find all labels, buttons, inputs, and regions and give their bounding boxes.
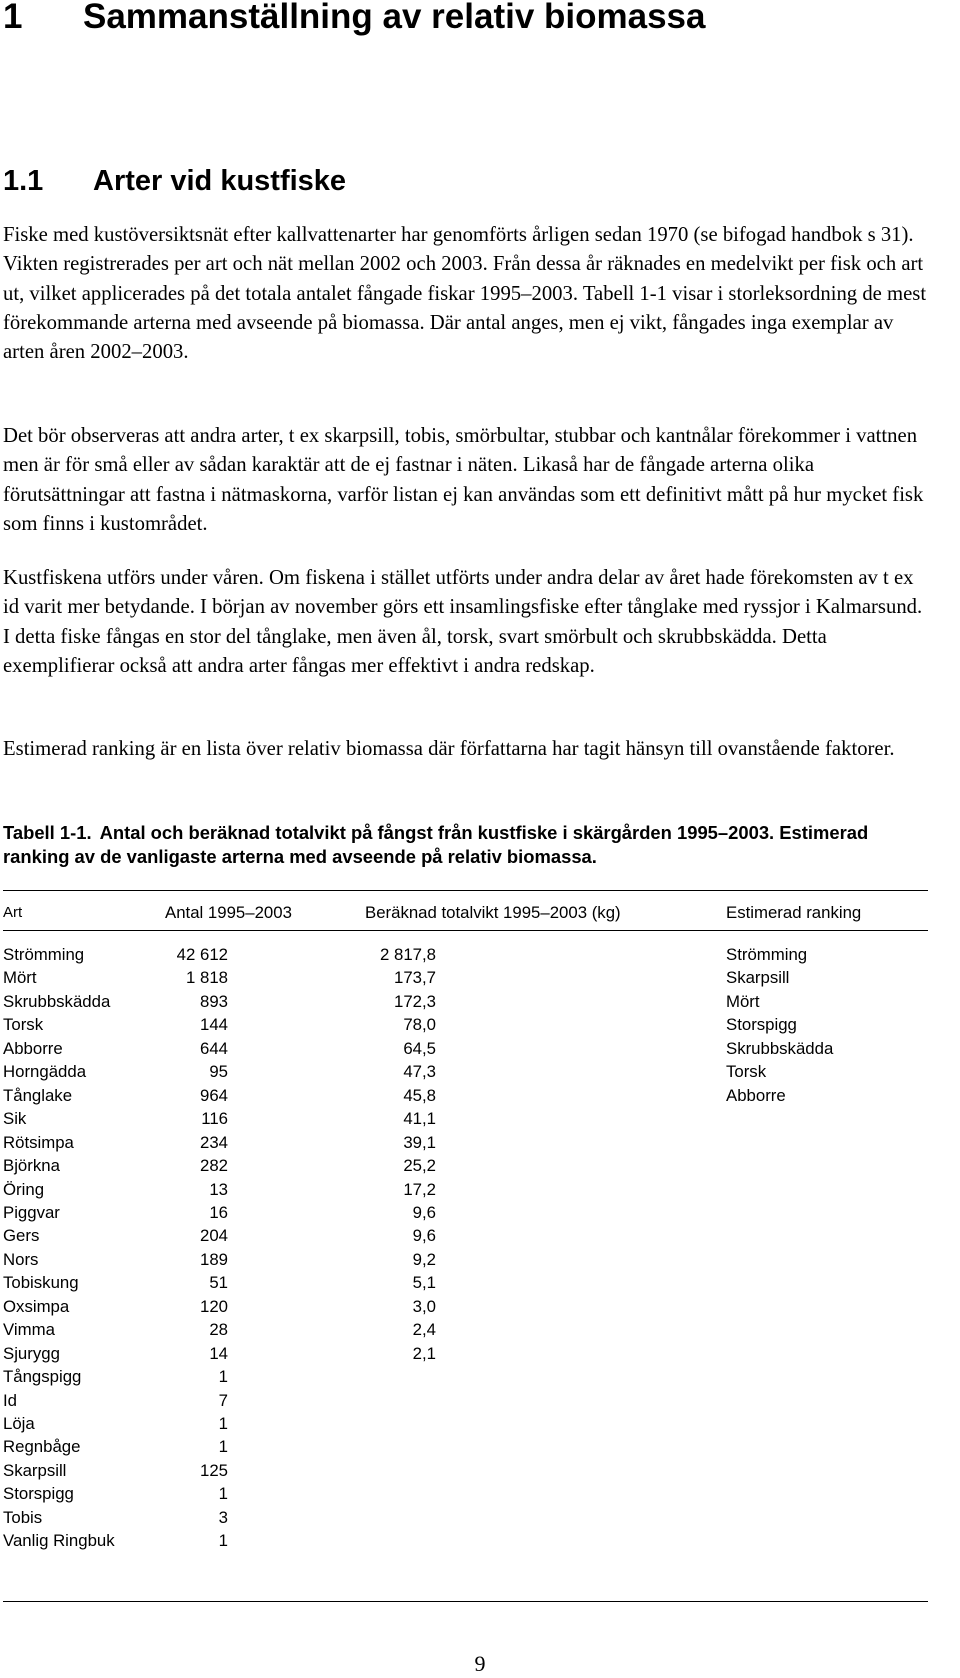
cell-antal: 95 bbox=[209, 1062, 228, 1082]
cell-vikt: 64,5 bbox=[403, 1038, 436, 1058]
table-row bbox=[3, 1341, 928, 1366]
table-header-rule bbox=[3, 930, 928, 931]
cell-art: Abborre bbox=[3, 1038, 63, 1058]
cell-art: Löja bbox=[3, 1414, 35, 1433]
cell-vikt: 2,4 bbox=[412, 1320, 436, 1340]
cell-antal: 7 bbox=[218, 1390, 228, 1410]
cell-antal: 1 818 bbox=[186, 968, 228, 988]
table-row bbox=[3, 942, 928, 967]
table-row bbox=[3, 1012, 928, 1037]
table-row bbox=[3, 989, 928, 1014]
paragraph-1: Fiske med kustöversiktsnät efter kallvattenarter har genomförts årligen sedan 1970 (se bifogad handbok s 31). Vikten registrerades per art och nät mellan 2002 och 2003. Från dessa år räknades en medelvikt per fisk och art ut, vilket applicerades på det totala antalet fångade fiskar 1995–2003. Tabell 1-1 visar i storleksordning de mest förekommande arterna med avseende på biomassa. Där antal anges, men ej vikt, fångades inga exemplar av arten åren 2002–2003. bbox=[3, 224, 927, 364]
cell-art: Id bbox=[3, 1390, 17, 1410]
cell-art: Storspigg bbox=[3, 1484, 74, 1504]
cell-vikt: 172,3 bbox=[394, 991, 436, 1011]
table-row bbox=[3, 1434, 928, 1459]
cell-antal: 1 bbox=[218, 1367, 228, 1387]
chapter-number: 1 bbox=[3, 0, 23, 36]
table-row bbox=[3, 1458, 928, 1483]
table-row bbox=[3, 1388, 928, 1413]
cell-art: Skarpsill bbox=[3, 1460, 67, 1480]
cell-art: Björkna bbox=[3, 1156, 60, 1176]
cell-vikt: 25,2 bbox=[403, 1156, 436, 1176]
table-row bbox=[3, 1177, 928, 1202]
cell-ranking: Mört bbox=[726, 991, 760, 1011]
cell-antal: 51 bbox=[209, 1273, 228, 1293]
cell-art: Skrubbskädda bbox=[3, 991, 111, 1011]
cell-art: Tångspigg bbox=[3, 1367, 82, 1387]
table-row bbox=[3, 1481, 928, 1506]
cell-antal: 204 bbox=[200, 1226, 228, 1246]
cell-art: Torsk bbox=[3, 1015, 44, 1035]
chapter-title: Sammanställning av relativ biomassa bbox=[83, 0, 706, 36]
cell-art: Horngädda bbox=[3, 1062, 87, 1082]
cell-antal: 3 bbox=[218, 1507, 228, 1527]
cell-antal: 16 bbox=[209, 1202, 228, 1222]
table-row bbox=[3, 1059, 928, 1084]
cell-art: Strömming bbox=[3, 945, 85, 964]
page-number: 9 bbox=[474, 1651, 486, 1676]
cell-art: Mört bbox=[3, 968, 37, 988]
cell-art: Piggvar bbox=[3, 1202, 60, 1222]
cell-antal: 189 bbox=[200, 1249, 228, 1269]
table-row bbox=[3, 1411, 928, 1436]
cell-art: Tånglake bbox=[3, 1085, 73, 1105]
section-title: Arter vid kustfiske bbox=[93, 165, 347, 197]
table-row bbox=[3, 1317, 928, 1342]
cell-antal: 644 bbox=[200, 1038, 228, 1058]
cell-vikt: 5,1 bbox=[412, 1273, 436, 1293]
cell-antal: 125 bbox=[200, 1460, 228, 1480]
header-art: Art bbox=[3, 904, 23, 921]
table-row bbox=[3, 1294, 928, 1319]
section-heading bbox=[3, 163, 346, 199]
table-row bbox=[3, 965, 928, 990]
paragraph-2: Det bör observeras att andra arter, t ex skarpsill, tobis, smörbultar, stubbar och kantnålar förekommer i vattnen men är för små eller av sådan karaktär att de ej fastnar i näten. Likaså har de fångade arterna olika förutsättningar att fastna i nätmaskorna, varför listan ej kan användas som ett definitivt mått på hur mycket fisk som finns i kustområdet. bbox=[3, 425, 924, 535]
cell-vikt: 39,1 bbox=[403, 1132, 436, 1152]
cell-ranking: Storspigg bbox=[726, 1015, 797, 1035]
table-row bbox=[3, 1106, 928, 1131]
cell-vikt: 41,1 bbox=[403, 1109, 436, 1129]
cell-vikt: 9,6 bbox=[412, 1202, 436, 1222]
cell-art: Öring bbox=[3, 1179, 45, 1199]
table-row bbox=[3, 1364, 928, 1389]
cell-antal: 116 bbox=[201, 1109, 228, 1129]
cell-vikt: 3,0 bbox=[412, 1296, 436, 1316]
header-ranking: Estimerad ranking bbox=[726, 903, 862, 922]
cell-antal: 1 bbox=[218, 1531, 228, 1551]
cell-antal: 144 bbox=[200, 1015, 228, 1035]
cell-vikt: 9,2 bbox=[412, 1249, 436, 1269]
cell-antal: 964 bbox=[200, 1085, 228, 1105]
cell-art: Sik bbox=[3, 1109, 27, 1129]
cell-antal: 282 bbox=[200, 1156, 228, 1176]
header-vikt: Beräknad totalvikt 1995–2003 (kg) bbox=[365, 903, 621, 922]
table-row bbox=[3, 1153, 928, 1178]
cell-ranking: Skarpsill bbox=[726, 968, 790, 988]
cell-ranking: Skrubbskädda bbox=[726, 1038, 834, 1058]
cell-antal: 14 bbox=[209, 1343, 228, 1363]
cell-vikt: 2 817,8 bbox=[380, 945, 436, 964]
table-row bbox=[3, 1130, 928, 1155]
cell-art: Rötsimpa bbox=[3, 1132, 74, 1152]
table-header-row bbox=[3, 900, 928, 925]
cell-art: Vimma bbox=[3, 1320, 55, 1340]
cell-antal: 13 bbox=[209, 1179, 228, 1199]
paragraph-4: Estimerad ranking är en lista över relativ biomassa där författarna har tagit hänsyn till ovanstående faktorer. bbox=[3, 738, 895, 760]
table-row bbox=[3, 1505, 928, 1530]
chapter-heading bbox=[3, 0, 705, 38]
cell-antal: 234 bbox=[200, 1132, 228, 1152]
table-top-rule bbox=[3, 890, 928, 891]
cell-vikt: 9,6 bbox=[412, 1226, 436, 1246]
table-row bbox=[3, 1200, 928, 1225]
table-row bbox=[3, 1223, 928, 1248]
table-row bbox=[3, 1528, 928, 1553]
cell-ranking: Torsk bbox=[726, 1062, 767, 1082]
cell-vikt: 45,8 bbox=[403, 1085, 436, 1105]
cell-antal: 1 bbox=[218, 1437, 228, 1457]
cell-antal: 28 bbox=[209, 1320, 228, 1340]
cell-antal: 1 bbox=[218, 1414, 228, 1433]
cell-art: Nors bbox=[3, 1249, 39, 1269]
header-antal: Antal 1995–2003 bbox=[165, 903, 292, 922]
cell-vikt: 47,3 bbox=[403, 1062, 436, 1082]
cell-ranking: Abborre bbox=[726, 1085, 786, 1105]
cell-art: Oxsimpa bbox=[3, 1296, 70, 1316]
table-row bbox=[3, 1036, 928, 1061]
cell-art: Sjurygg bbox=[3, 1343, 60, 1363]
cell-art: Gers bbox=[3, 1226, 40, 1246]
cell-vikt: 173,7 bbox=[394, 968, 436, 988]
cell-antal: 120 bbox=[200, 1296, 228, 1316]
table-row bbox=[3, 1247, 928, 1272]
cell-art: Regnbåge bbox=[3, 1437, 81, 1457]
table-row bbox=[3, 1083, 928, 1108]
table-bottom-rule bbox=[3, 1601, 928, 1602]
cell-antal: 1 bbox=[218, 1484, 228, 1504]
cell-vikt: 17,2 bbox=[403, 1179, 436, 1199]
cell-art: Tobis bbox=[3, 1507, 43, 1527]
table-caption-text: Antal och beräknad totalvikt på fångst från kustfiske i skärgården 1995–2003. Estimerad ranking av de vanligaste arterna med avseende på relativ biomassa. bbox=[3, 822, 869, 867]
cell-ranking: Strömming bbox=[726, 945, 808, 964]
section-number: 1.1 bbox=[3, 165, 44, 197]
cell-antal: 893 bbox=[200, 991, 228, 1011]
table-caption-label: Tabell 1-1. bbox=[3, 822, 92, 843]
cell-art: Tobiskung bbox=[3, 1273, 79, 1293]
cell-vikt: 78,0 bbox=[403, 1015, 436, 1035]
cell-antal: 42 612 bbox=[176, 945, 228, 964]
table-caption bbox=[3, 821, 933, 869]
paragraph-3: Kustfiskena utförs under våren. Om fiskena i stället utförts under andra delar av året hade förekomsten av t ex id varit mer betydande. I början av november görs ett insamlingsfiske efter tånglake med ryssjor i Kalmarsund. I detta fiske fångas en stor del tånglake, men även ål, torsk, svart smörbult och skrubbskädda. Detta exemplifierar också att andra arter fångas mer effektivt i andra redskap. bbox=[3, 567, 923, 677]
cell-art: Vanlig Ringbuk bbox=[3, 1531, 115, 1551]
table-row bbox=[3, 1270, 928, 1295]
cell-vikt: 2,1 bbox=[412, 1343, 436, 1363]
